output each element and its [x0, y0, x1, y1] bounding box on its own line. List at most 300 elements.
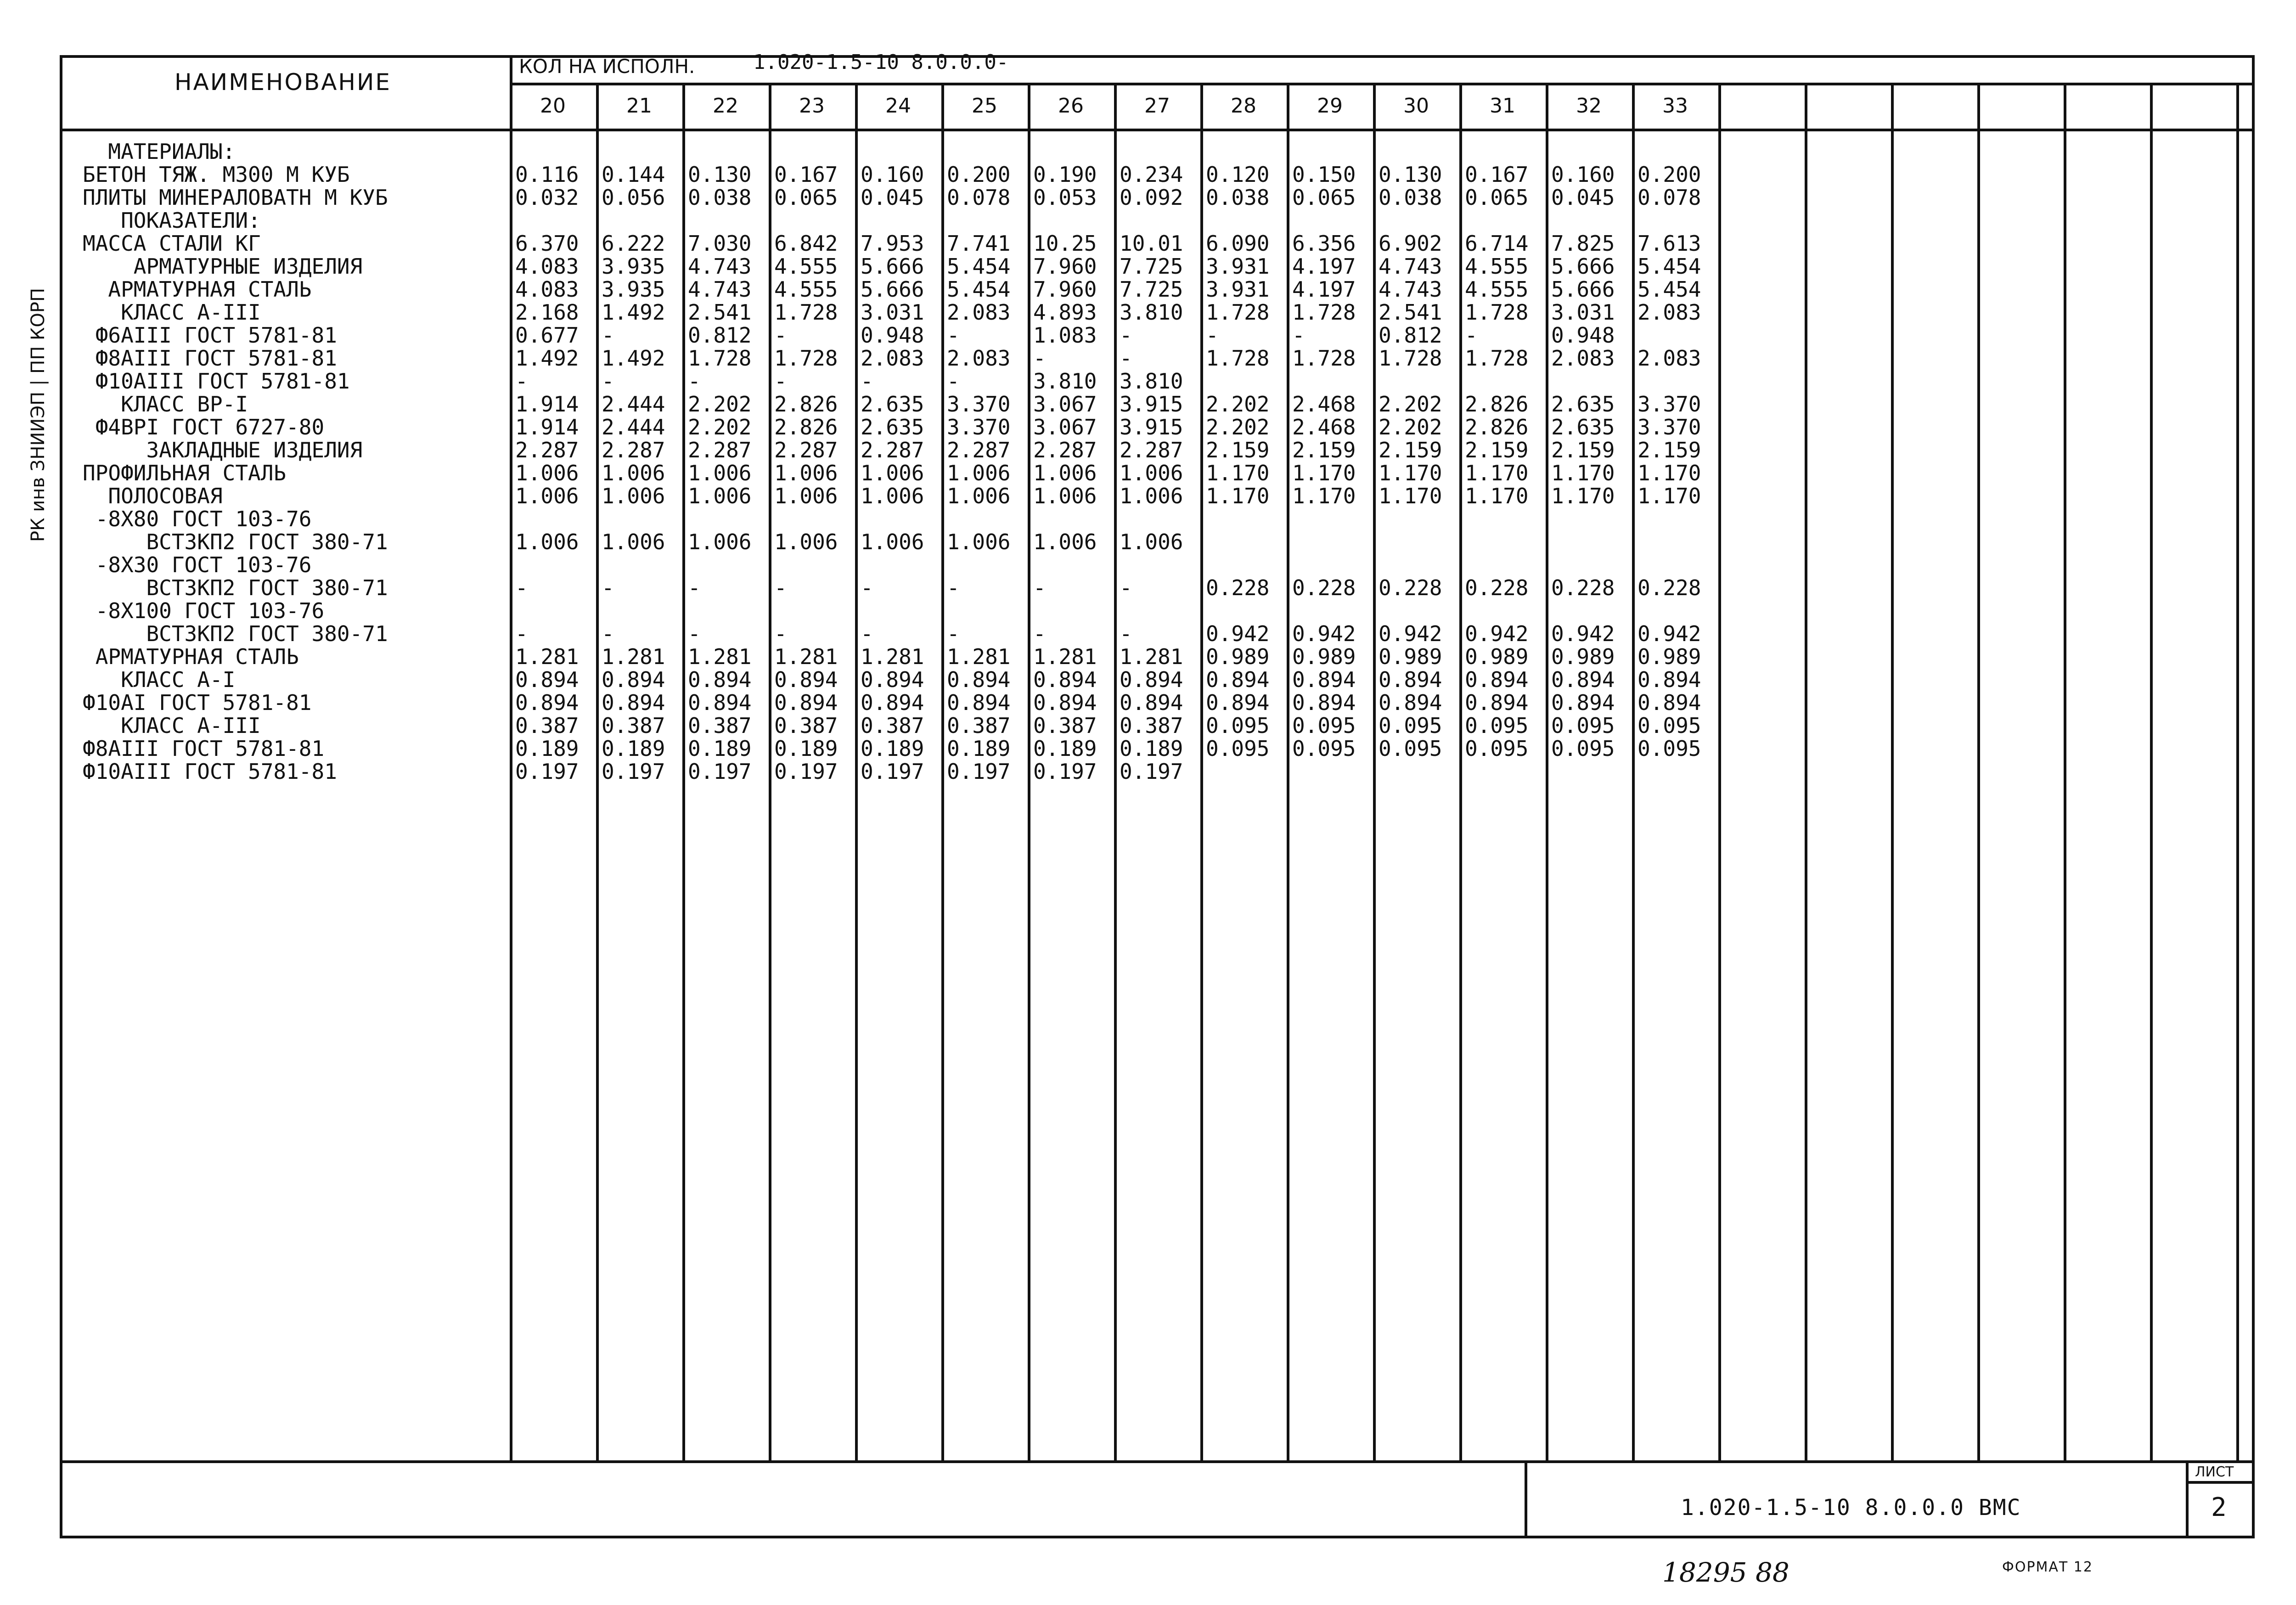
table-cell: 0.095	[1465, 736, 1529, 761]
table-cell: 0.894	[861, 667, 924, 692]
table-cell: 4.197	[1292, 254, 1356, 279]
table-cell: 0.894	[1206, 690, 1270, 715]
row-name: МАССА СТАЛИ КГ	[83, 231, 261, 256]
table-cell: 3.915	[1120, 415, 1183, 439]
row-name: ПОКАЗАТЕЛИ:	[83, 208, 261, 233]
table-cell: -	[602, 621, 614, 646]
table-cell: 0.197	[515, 759, 579, 784]
table-cell: 2.083	[947, 346, 1011, 371]
table-cell: 0.894	[1120, 690, 1183, 715]
column-divider	[2236, 83, 2239, 1460]
column-number: 29	[1317, 94, 1343, 118]
table-cell: -	[1033, 346, 1046, 371]
table-cell: 0.387	[1033, 713, 1097, 738]
row-name: ВСТ3КП2 ГОСТ 380-71	[83, 529, 388, 554]
table-cell: 0.894	[1638, 667, 1701, 692]
table-cell: 1.006	[861, 484, 924, 508]
table-cell: -	[1120, 621, 1132, 646]
table-cell: 1.006	[1120, 461, 1183, 485]
table-cell: 0.189	[861, 736, 924, 761]
table-cell: 0.197	[1120, 759, 1183, 784]
row-name: КЛАСС А-III	[83, 713, 261, 738]
table-cell: -	[688, 575, 701, 600]
table-cell: 1.083	[1033, 323, 1097, 348]
row-name: ПЛИТЫ МИНЕРАЛОВАТН М КУБ	[83, 185, 388, 210]
table-cell: 3.931	[1206, 277, 1270, 302]
table-cell: 0.078	[947, 185, 1011, 210]
table-cell: 1.728	[1206, 300, 1270, 325]
table-cell: 1.728	[688, 346, 752, 371]
table-cell: 0.189	[1033, 736, 1097, 761]
table-cell: 1.170	[1206, 484, 1270, 508]
table-cell: 0.130	[1379, 162, 1442, 187]
table-cell: 1.006	[688, 461, 752, 485]
table-cell: 0.894	[1206, 667, 1270, 692]
table-cell: 0.894	[1379, 690, 1442, 715]
table-cell: 0.095	[1638, 736, 1701, 761]
table-cell: 5.454	[947, 277, 1011, 302]
table-cell: 1.281	[515, 644, 579, 669]
table-cell: 6.370	[515, 231, 579, 256]
table-cell: -	[947, 323, 960, 348]
table-cell: 0.894	[1465, 690, 1529, 715]
table-cell: 0.234	[1120, 162, 1183, 187]
table-cell: 2.202	[1379, 415, 1442, 439]
table-cell: 1.170	[1551, 461, 1615, 485]
table-cell: -	[1033, 575, 1046, 600]
table-cell: 0.197	[861, 759, 924, 784]
table-cell: 0.894	[774, 667, 838, 692]
table-cell: 2.168	[515, 300, 579, 325]
table-cell: 0.160	[861, 162, 924, 187]
table-cell: 4.083	[515, 254, 579, 279]
table-cell: 3.370	[1638, 415, 1701, 439]
sheet-label: ЛИСТ	[2195, 1464, 2234, 1480]
table-cell: 2.159	[1465, 438, 1529, 462]
table-cell: 4.555	[1465, 277, 1529, 302]
table-cell: -	[515, 575, 528, 600]
row-name: ПРОФИЛЬНАЯ СТАЛЬ	[83, 461, 287, 485]
table-cell: 1.492	[602, 300, 665, 325]
table-cell: 4.083	[515, 277, 579, 302]
table-cell: 1.170	[1638, 484, 1701, 508]
column-divider	[2150, 83, 2153, 1460]
table-cell: 0.812	[688, 323, 752, 348]
table-cell: 0.894	[515, 667, 579, 692]
row-name: АРМАТУРНАЯ СТАЛЬ	[83, 644, 299, 669]
table-cell: 2.541	[688, 300, 752, 325]
table-cell: 5.666	[861, 254, 924, 279]
table-cell: -	[1120, 575, 1132, 600]
table-cell: 2.826	[774, 415, 838, 439]
table-cell: 1.006	[1120, 484, 1183, 508]
table-cell: 1.728	[1292, 300, 1356, 325]
table-cell: 1.728	[1292, 346, 1356, 371]
table-cell: 2.541	[1379, 300, 1442, 325]
column-divider	[682, 83, 685, 1460]
table-cell: -	[602, 323, 614, 348]
table-cell: 4.555	[774, 277, 838, 302]
table-cell: 4.743	[1379, 254, 1442, 279]
table-cell: 1.281	[602, 644, 665, 669]
table-cell: 0.095	[1465, 713, 1529, 738]
table-cell: 1.728	[1465, 300, 1529, 325]
table-cell: 0.387	[688, 713, 752, 738]
table-cell: 0.387	[774, 713, 838, 738]
column-number: 21	[626, 94, 652, 118]
row-name: ВСТ3КП2 ГОСТ 380-71	[83, 575, 388, 600]
row-name: ПОЛОСОВАЯ	[83, 484, 223, 508]
table-cell: 0.167	[1465, 162, 1529, 187]
table-cell: 7.960	[1033, 254, 1097, 279]
table-cell: 0.228	[1206, 575, 1270, 600]
table-cell: 7.953	[861, 231, 924, 256]
table-cell: 0.894	[1638, 690, 1701, 715]
table-cell: 0.197	[602, 759, 665, 784]
table-cell: 0.167	[774, 162, 838, 187]
table-cell: 0.095	[1551, 736, 1615, 761]
table-cell: 0.228	[1292, 575, 1356, 600]
table-cell: 1.170	[1379, 484, 1442, 508]
table-cell: 6.222	[602, 231, 665, 256]
qty-label: КОЛ НА ИСПОЛН.	[519, 55, 695, 78]
table-cell: -	[774, 621, 787, 646]
table-cell: 7.725	[1120, 277, 1183, 302]
table-cell: 0.894	[1551, 667, 1615, 692]
table-cell: 1.728	[1379, 346, 1442, 371]
row-name: -8Х80 ГОСТ 103-76	[83, 507, 312, 531]
table-cell: 3.810	[1033, 369, 1097, 394]
row-name: КЛАСС А-III	[83, 300, 261, 325]
table-cell: 5.454	[947, 254, 1011, 279]
table-cell: 7.613	[1638, 231, 1701, 256]
table-cell: 1.006	[515, 529, 579, 554]
row-name: Ф10АI ГОСТ 5781-81	[83, 690, 312, 715]
table-cell: 3.067	[1033, 415, 1097, 439]
table-cell: -	[1120, 323, 1132, 348]
table-cell: 1.914	[515, 415, 579, 439]
header-divider	[510, 83, 2255, 85]
table-cell: 5.454	[1638, 254, 1701, 279]
column-divider	[1114, 83, 1117, 1460]
table-cell: 1.170	[1379, 461, 1442, 485]
table-cell: 7.741	[947, 231, 1011, 256]
row-name: -8Х30 ГОСТ 103-76	[83, 552, 312, 577]
row-name: Ф10АIII ГОСТ 5781-81	[83, 369, 350, 394]
table-cell: 0.228	[1379, 575, 1442, 600]
table-cell: 1.728	[774, 300, 838, 325]
table-cell: 0.387	[861, 713, 924, 738]
handwritten-number: 18295 88	[1662, 1557, 1790, 1588]
table-cell: 2.444	[602, 415, 665, 439]
table-cell: 2.083	[1638, 300, 1701, 325]
table-cell: 0.894	[1033, 690, 1097, 715]
table-cell: 0.894	[1120, 667, 1183, 692]
table-cell: 1.006	[688, 484, 752, 508]
row-name: ЗАКЛАДНЫЕ ИЗДЕЛИЯ	[83, 438, 363, 462]
table-cell: 0.387	[947, 713, 1011, 738]
stamp-top-line	[60, 1460, 2255, 1463]
table-cell: 5.666	[1551, 254, 1615, 279]
name-column-title: НАИМЕНОВАНИЕ	[174, 69, 391, 96]
table-cell: 1.728	[774, 346, 838, 371]
table-cell: 0.160	[1551, 162, 1615, 187]
table-cell: 10.25	[1033, 231, 1097, 256]
table-cell: 0.200	[1638, 162, 1701, 187]
table-cell: 7.030	[688, 231, 752, 256]
table-cell: 0.989	[1551, 644, 1615, 669]
table-cell: 5.666	[861, 277, 924, 302]
table-cell: 2.635	[1551, 415, 1615, 439]
table-cell: 1.006	[947, 529, 1011, 554]
column-divider	[2064, 83, 2066, 1460]
table-cell: -	[861, 621, 873, 646]
table-cell: -	[947, 575, 960, 600]
table-cell: 2.826	[1465, 415, 1529, 439]
table-cell: 0.989	[1379, 644, 1442, 669]
table-cell: 0.189	[688, 736, 752, 761]
table-cell: 6.714	[1465, 231, 1529, 256]
table-cell: 2.287	[1033, 438, 1097, 462]
row-name: ВСТ3КП2 ГОСТ 380-71	[83, 621, 388, 646]
format-label: ФОРМАТ 12	[2002, 1559, 2093, 1575]
table-cell: 0.189	[602, 736, 665, 761]
stamp-divider	[1525, 1460, 1527, 1538]
table-cell: 0.942	[1379, 621, 1442, 646]
table-cell: 2.287	[688, 438, 752, 462]
table-cell: 0.065	[1465, 185, 1529, 210]
table-cell: 0.942	[1206, 621, 1270, 646]
table-cell: 7.725	[1120, 254, 1183, 279]
table-cell: -	[602, 575, 614, 600]
table-cell: 0.095	[1292, 736, 1356, 761]
table-cell: 0.948	[1551, 323, 1615, 348]
table-cell: 0.130	[688, 162, 752, 187]
table-cell: 0.120	[1206, 162, 1270, 187]
column-number: 28	[1231, 94, 1256, 118]
table-cell: -	[947, 621, 960, 646]
table-cell: -	[774, 369, 787, 394]
column-divider	[1977, 83, 1980, 1460]
table-cell: 2.635	[1551, 392, 1615, 417]
table-cell: 0.948	[861, 323, 924, 348]
table-cell: 0.894	[1033, 667, 1097, 692]
table-cell: 6.842	[774, 231, 838, 256]
table-cell: 2.287	[602, 438, 665, 462]
table-cell: 0.894	[688, 667, 752, 692]
table-cell: 1.006	[602, 529, 665, 554]
table-cell: 0.894	[1379, 667, 1442, 692]
column-number: 26	[1058, 94, 1084, 118]
table-cell: 0.078	[1638, 185, 1701, 210]
doc-code-header: 1.020-1.5-10 8.0.0.0-	[753, 51, 1009, 74]
column-divider	[1287, 83, 1289, 1460]
table-cell: 0.038	[1379, 185, 1442, 210]
table-cell: -	[1033, 621, 1046, 646]
table-cell: 0.038	[688, 185, 752, 210]
table-cell: 0.095	[1379, 713, 1442, 738]
table-cell: 6.902	[1379, 231, 1442, 256]
table-cell: -	[515, 621, 528, 646]
table-cell: 2.444	[602, 392, 665, 417]
table-cell: 0.095	[1379, 736, 1442, 761]
column-number: 23	[799, 94, 825, 118]
table-cell: 2.159	[1638, 438, 1701, 462]
table-cell: 3.915	[1120, 392, 1183, 417]
table-cell: 1.006	[947, 461, 1011, 485]
table-cell: 1.006	[602, 461, 665, 485]
table-cell: 0.095	[1638, 713, 1701, 738]
sheet-number: 2	[2211, 1492, 2227, 1522]
table-cell: 4.197	[1292, 277, 1356, 302]
column-number: 27	[1144, 94, 1170, 118]
table-cell: -	[861, 369, 873, 394]
table-cell: -	[1206, 323, 1219, 348]
table-cell: 1.170	[1465, 484, 1529, 508]
table-cell: 4.555	[774, 254, 838, 279]
table-cell: 0.038	[1206, 185, 1270, 210]
table-cell: 3.031	[861, 300, 924, 325]
table-cell: 0.095	[1206, 713, 1270, 738]
table-cell: -	[688, 621, 701, 646]
table-cell: 1.281	[947, 644, 1011, 669]
table-cell: 4.743	[688, 277, 752, 302]
table-cell: 2.468	[1292, 415, 1356, 439]
table-cell: 2.287	[515, 438, 579, 462]
table-cell: 0.894	[1465, 667, 1529, 692]
table-cell: -	[947, 369, 960, 394]
table-cell: 1.281	[861, 644, 924, 669]
table-cell: 7.825	[1551, 231, 1615, 256]
table-cell: -	[774, 575, 787, 600]
table-cell: 1.914	[515, 392, 579, 417]
table-cell: 2.202	[1206, 415, 1270, 439]
table-cell: 4.743	[1379, 277, 1442, 302]
table-cell: 2.468	[1292, 392, 1356, 417]
table-cell: 1.006	[947, 484, 1011, 508]
table-cell: -	[688, 369, 701, 394]
table-cell: -	[861, 575, 873, 600]
table-cell: 0.144	[602, 162, 665, 187]
table-cell: 0.189	[515, 736, 579, 761]
table-cell: 0.387	[602, 713, 665, 738]
table-cell: 6.356	[1292, 231, 1356, 256]
table-cell: 0.032	[515, 185, 579, 210]
table-cell: 1.170	[1292, 484, 1356, 508]
column-divider	[769, 83, 771, 1460]
table-cell: 0.989	[1206, 644, 1270, 669]
name-column-divider	[510, 55, 512, 1460]
row-name: -8Х100 ГОСТ 103-76	[83, 598, 325, 623]
column-divider	[1200, 83, 1203, 1460]
table-cell: 4.555	[1465, 254, 1529, 279]
table-cell: 0.387	[1120, 713, 1183, 738]
table-cell: 2.083	[947, 300, 1011, 325]
table-cell: 0.894	[1292, 690, 1356, 715]
table-cell: 1.492	[602, 346, 665, 371]
table-cell: 2.287	[774, 438, 838, 462]
table-cell: 1.281	[1120, 644, 1183, 669]
column-divider	[855, 83, 858, 1460]
row-name: Ф8АIII ГОСТ 5781-81	[83, 346, 337, 371]
stamp-doc-code: 1.020-1.5-10 8.0.0.0 ВМС	[1681, 1495, 2021, 1521]
table-cell: 0.053	[1033, 185, 1097, 210]
table-cell: 5.666	[1551, 277, 1615, 302]
table-cell: 1.006	[774, 484, 838, 508]
table-cell: 1.170	[1551, 484, 1615, 508]
column-divider	[1028, 83, 1030, 1460]
column-number: 32	[1576, 94, 1602, 118]
table-cell: 0.894	[1292, 667, 1356, 692]
table-cell: 1.170	[1638, 461, 1701, 485]
header-bottom-line	[60, 129, 2255, 131]
table-cell: 0.056	[602, 185, 665, 210]
column-number: 20	[540, 94, 566, 118]
table-cell: 0.200	[947, 162, 1011, 187]
table-cell: 2.202	[1206, 392, 1270, 417]
table-cell: 4.743	[688, 254, 752, 279]
table-cell: 0.894	[688, 690, 752, 715]
table-cell: 0.812	[1379, 323, 1442, 348]
table-cell: 0.942	[1465, 621, 1529, 646]
table-cell: 5.454	[1638, 277, 1701, 302]
table-cell: 1.170	[1292, 461, 1356, 485]
table-cell: 0.095	[1292, 713, 1356, 738]
column-divider	[1373, 83, 1376, 1460]
table-cell: 0.197	[774, 759, 838, 784]
side-stamp: РК инв ЗНИИЭП | ПП КОРП	[28, 287, 49, 542]
table-cell: 0.677	[515, 323, 579, 348]
table-cell: 1.006	[774, 461, 838, 485]
table-cell: 0.065	[774, 185, 838, 210]
row-name: Ф8АIII ГОСТ 5781-81	[83, 736, 325, 761]
table-cell: 0.045	[1551, 185, 1615, 210]
table-cell: -	[515, 369, 528, 394]
table-cell: 0.189	[1120, 736, 1183, 761]
table-cell: 0.228	[1638, 575, 1701, 600]
table-cell: 0.228	[1465, 575, 1529, 600]
column-divider	[1546, 83, 1548, 1460]
table-cell: 0.092	[1120, 185, 1183, 210]
table-cell: 1.281	[688, 644, 752, 669]
column-divider	[596, 83, 599, 1460]
column-divider	[1632, 83, 1635, 1460]
table-cell: -	[774, 323, 787, 348]
row-name: Ф6АIII ГОСТ 5781-81	[83, 323, 337, 348]
table-cell: 1.006	[515, 484, 579, 508]
table-cell: 3.370	[947, 392, 1011, 417]
table-cell: 2.287	[861, 438, 924, 462]
table-cell: 0.894	[602, 690, 665, 715]
column-divider	[1718, 83, 1721, 1460]
table-cell: 3.935	[602, 254, 665, 279]
table-cell: 3.931	[1206, 254, 1270, 279]
table-cell: 1.006	[861, 529, 924, 554]
table-cell: 3.370	[947, 415, 1011, 439]
table-cell: 2.202	[1379, 392, 1442, 417]
column-number: 25	[972, 94, 997, 118]
table-cell: 0.189	[947, 736, 1011, 761]
table-cell: 2.083	[1638, 346, 1701, 371]
column-number: 30	[1403, 94, 1429, 118]
row-name: БЕТОН ТЯЖ. М300 М КУБ	[83, 162, 350, 187]
table-cell: 0.894	[515, 690, 579, 715]
table-cell: 2.159	[1379, 438, 1442, 462]
stamp-sheet-line	[2186, 1481, 2255, 1484]
table-cell: 0.894	[774, 690, 838, 715]
table-cell: 0.197	[947, 759, 1011, 784]
table-cell: 1.281	[1033, 644, 1097, 669]
